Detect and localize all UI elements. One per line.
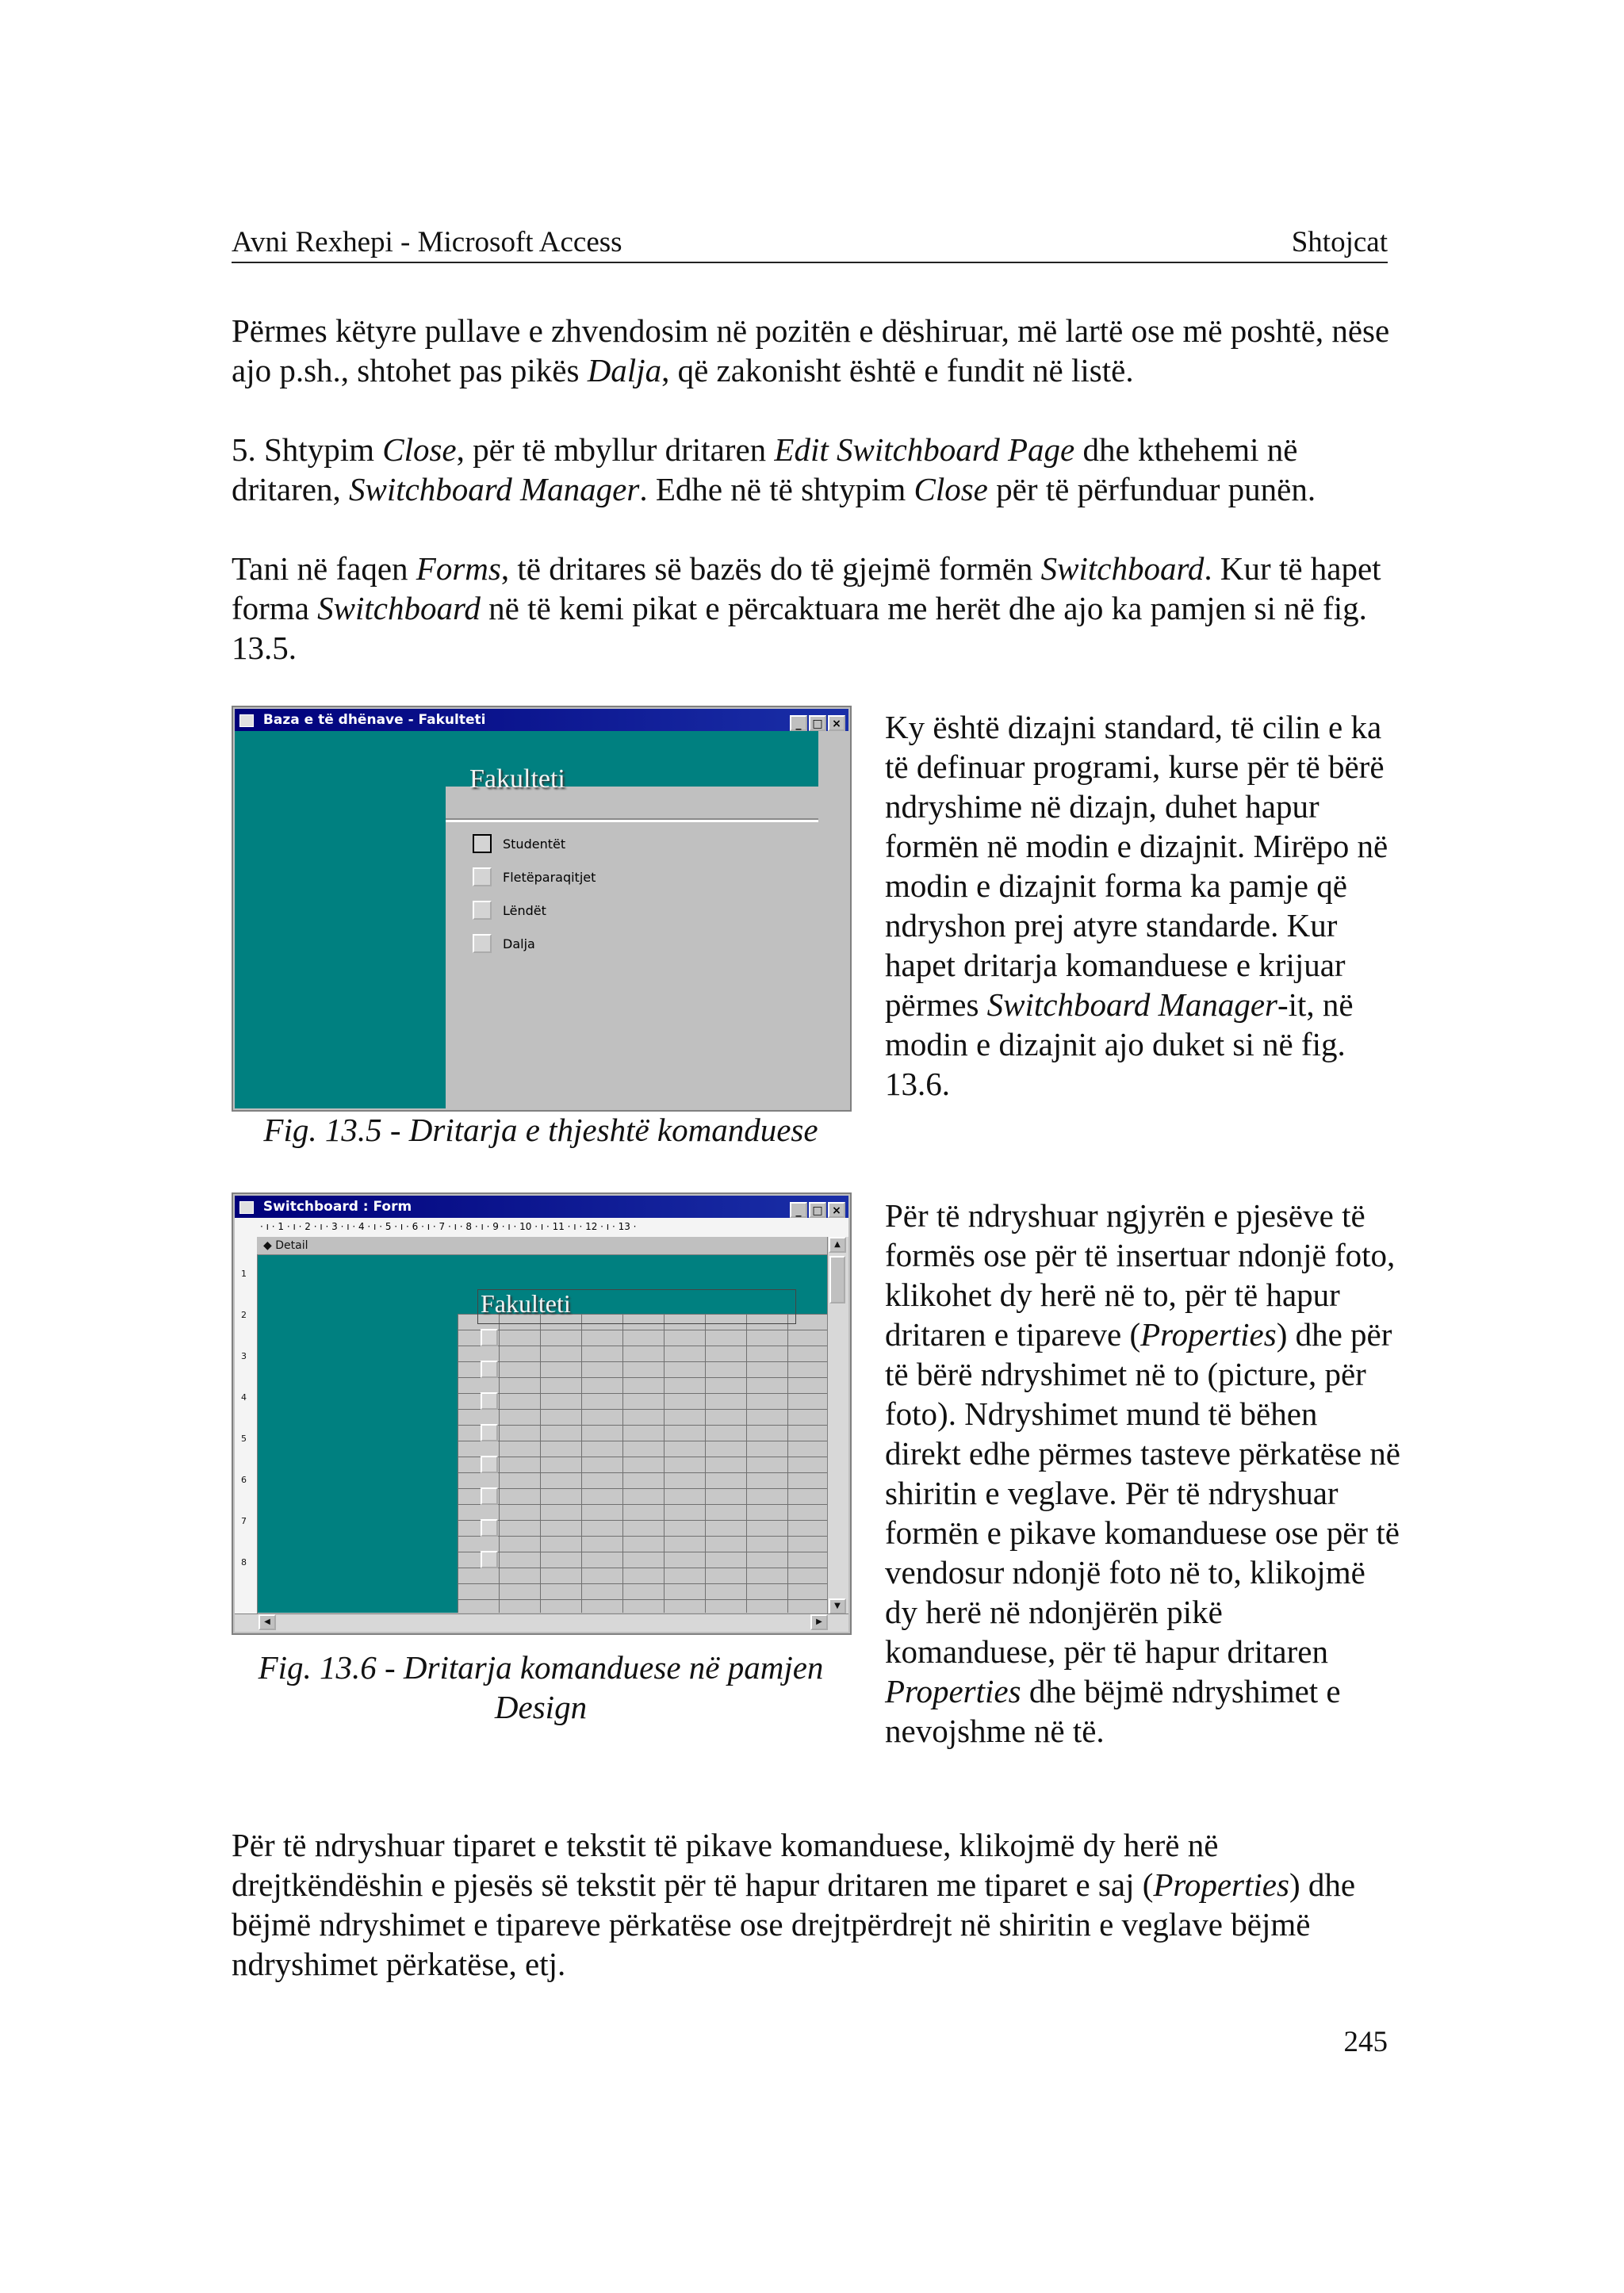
switchboard-button-1[interactable]: [473, 834, 492, 853]
side-paragraph-2: Për të ndryshuar ngjyrën e pjesëve të formës ose për të insertuar ndonjë foto, klikohet dy herë në to, për të hapur dritaren e tipareve (Properties) dhe për të bërë ndryshimet në to (picture, për foto). Ndryshimet mund të bëhen direkt edhe përmes tasteve përkatëse në shiritin e veglave. Për të ndryshuar formën e pikave komanduese ose për të vendosur ndonjë foto në to, klikojmë dy herë në ndonjërën pikë komanduese, për të hapur dritaren Properties dhe bëjmë ndryshimet e nevojshme në të.: [885, 1197, 1400, 1749]
switchboard-button-4[interactable]: [481, 1424, 498, 1441]
figure-13-5-window: [232, 706, 852, 1112]
switchboard-label-3: Lëndët: [503, 903, 546, 918]
teal-left-band: [235, 787, 446, 1108]
switchboard-button-6[interactable]: [481, 1487, 498, 1505]
figure-13-6-window: [232, 1192, 852, 1635]
maximize-icon[interactable]: □: [809, 715, 826, 731]
vertical-ruler: 1 2 3 4 5 6 7 8: [235, 1237, 258, 1614]
page-header: [232, 224, 1388, 263]
header-section: Shtojcat: [1291, 226, 1388, 258]
switchboard-button-7[interactable]: [481, 1519, 498, 1537]
side-paragraph-1: Ky është dizajni standard, të cilin e ka të definuar programi, kurse për të bërë ndryshime në dizajn, duhet hapur formën në modin e dizajnit. Mirëpo në modin e dizajnit forma ka pamje që ndryshon prej atyre standarde. Kur hapet dritarja komanduese e krijuar përmes Switchboard Manager-it, në modin e dizajnit ajo duket si në fig. 13.6.: [885, 709, 1388, 1102]
switchboard-button-5[interactable]: [481, 1456, 498, 1473]
paragraph-2: 5. Shtypim Close, për të mbyllur dritaren Edit Switchboard Page dhe kthehemi në dritaren, Switchboard Manager. Edhe në të shtypim Close për të përfunduar punën.: [232, 431, 1316, 507]
scroll-up-icon[interactable]: ▲: [829, 1237, 846, 1253]
window-titlebar: [235, 1196, 848, 1218]
switchboard-button-4[interactable]: [473, 934, 492, 953]
minimize-icon[interactable]: _: [790, 715, 807, 731]
close-icon[interactable]: ×: [828, 715, 845, 731]
heading-separator: [446, 818, 818, 822]
scroll-right-icon[interactable]: ▶: [810, 1614, 828, 1630]
page-number: 245: [1343, 2026, 1388, 2058]
paragraph-4: Për të ndryshuar tiparet e tekstit të pikave komanduese, klikojmë dy herë në drejtkëndëshin e pjesës së tekstit për të hapur dritaren me tiparet e saj (Properties) dhe bëjmë ndryshimet e tipareve përkatëse ose drejtpërdrejt në shiritin e veglave bëjmë ndryshimet përkatëse, etj.: [232, 1827, 1356, 1982]
gray-content-panel: [446, 787, 818, 1108]
design-grid[interactable]: [458, 1314, 827, 1613]
vertical-scrollbar[interactable]: [827, 1237, 848, 1614]
form-icon: [239, 1201, 254, 1214]
header-author-title: Avni Rexhepi - Microsoft Access: [232, 226, 622, 258]
figure-13-5-caption: Fig. 13.5 - Dritarja e thjeshtë komanduese: [263, 1112, 818, 1148]
minimize-icon[interactable]: _: [790, 1202, 807, 1218]
paragraph-3: Tani në faqen Forms, të dritares së bazës do të gjejmë formën Switchboard. Kur të hapet forma Switchboard në të kemi pikat e përcaktuara me herët dhe ajo ka pamjen si në fig. 13.5.: [232, 550, 1381, 666]
switchboard-label-2: Fletëparaqitjet: [503, 870, 596, 885]
access-app-icon: [239, 714, 254, 727]
switchboard-label-1: Studentët: [503, 836, 566, 852]
paragraph-1: Përmes këtyre pullave e zhvendosim në pozitën e dëshiruar, më lartë ose më poshtë, nëse ajo p.sh., shtohet pas pikës Dalja, që zakonisht është e fundit në listë.: [232, 312, 1390, 389]
window-titlebar: [235, 709, 848, 731]
window-title: Baza e të dhënave - Fakulteti: [262, 712, 486, 728]
switchboard-heading: Fakulteti: [481, 1289, 571, 1318]
figure-13-6-caption: Fig. 13.6 - Dritarja komanduese në pamjen Design: [258, 1649, 824, 1725]
horizontal-ruler: · ı · 1 · ı · 2 · ı · 3 · ı · 4 · ı · 5 · ı · 6 · ı · 7 · ı · 8 · ı · 9 · ı · 10 · ı · 11 · ı · 12 · ı · 13 ·: [235, 1218, 848, 1238]
switchboard-heading: Fakulteti: [469, 764, 565, 794]
section-arrow-icon: ◆: [263, 1239, 272, 1252]
switchboard-button-2[interactable]: [481, 1361, 498, 1378]
horizontal-scrollbar[interactable]: [235, 1614, 848, 1632]
scroll-down-icon[interactable]: ▼: [829, 1598, 846, 1614]
scroll-left-icon[interactable]: ◀: [259, 1614, 276, 1630]
maximize-icon[interactable]: □: [809, 1202, 826, 1218]
switchboard-button-3[interactable]: [481, 1392, 498, 1410]
switchboard-button-3[interactable]: [473, 901, 492, 920]
scroll-thumb[interactable]: [829, 1256, 845, 1303]
teal-left-band: [258, 1314, 458, 1613]
switchboard-label-4: Dalja: [503, 936, 535, 951]
window-title: Switchboard : Form: [262, 1199, 412, 1215]
switchboard-button-1[interactable]: [481, 1329, 498, 1346]
detail-section-bar[interactable]: ◆ Detail: [257, 1237, 828, 1255]
switchboard-button-2[interactable]: [473, 867, 492, 886]
close-icon[interactable]: ×: [828, 1202, 845, 1218]
switchboard-button-8[interactable]: [481, 1551, 498, 1568]
